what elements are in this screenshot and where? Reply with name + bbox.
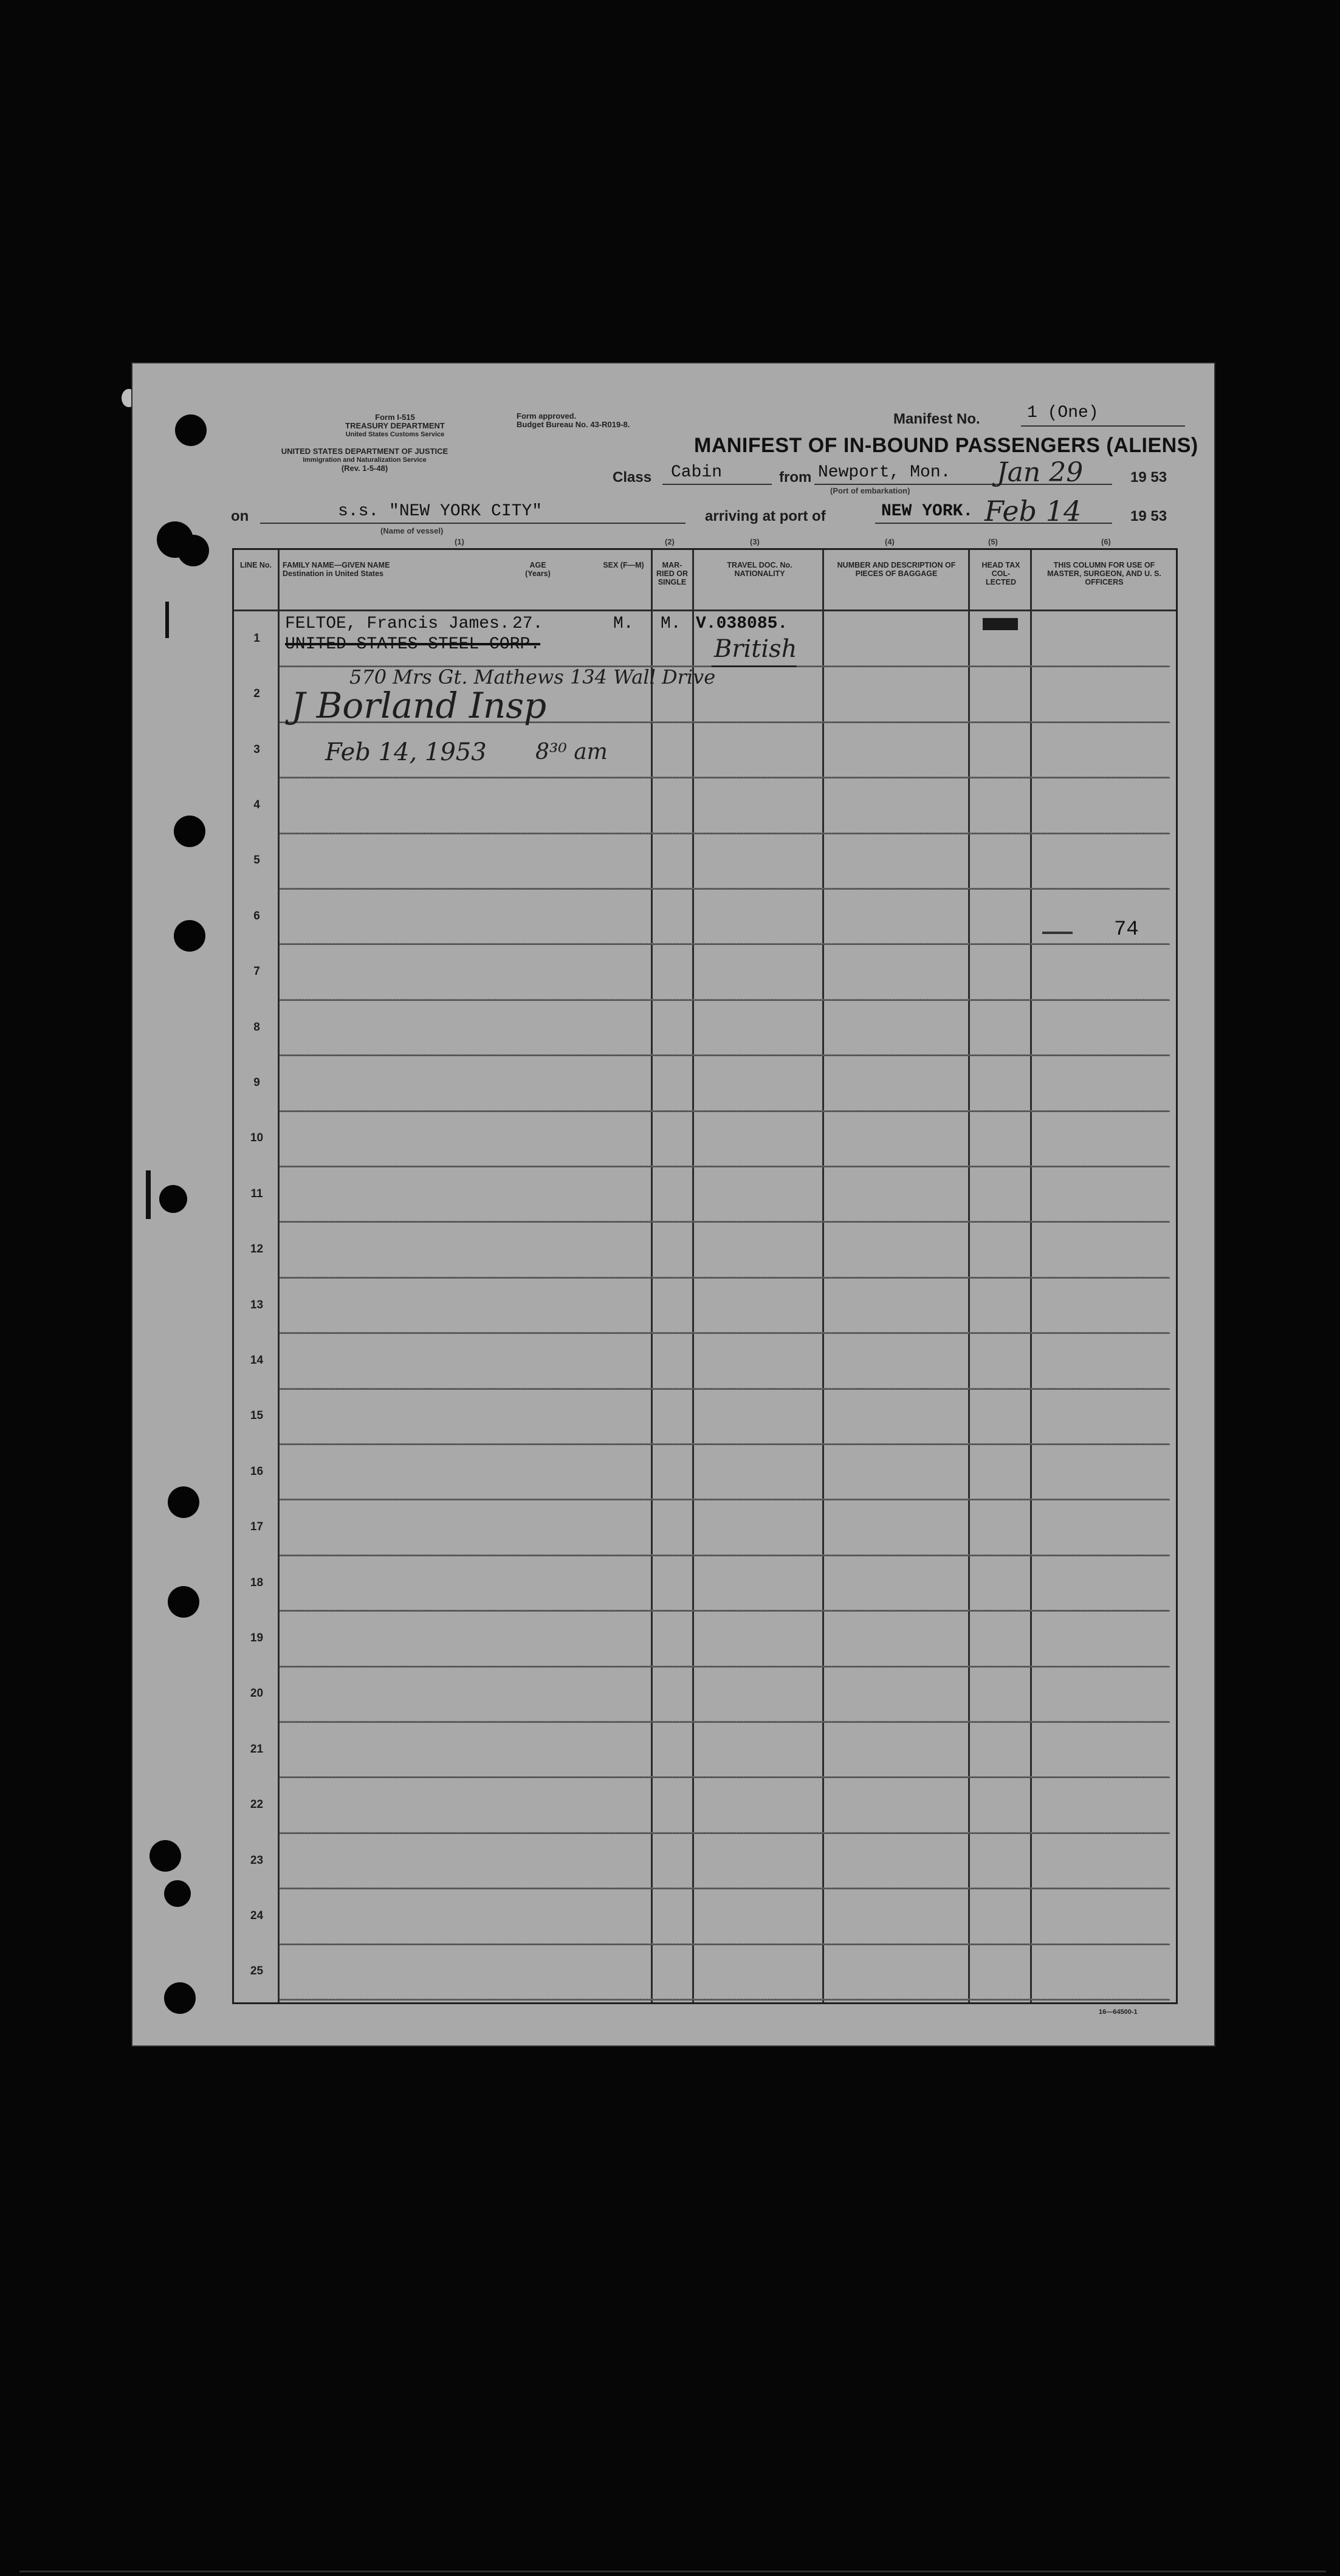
entry-name: FELTOE, Francis James. <box>285 614 510 633</box>
port-value: NEW YORK. <box>881 502 974 521</box>
line-number: 1 <box>253 631 260 645</box>
entry-sex: M. <box>613 614 634 633</box>
entry-married: M. <box>661 614 681 633</box>
vessel-value: s.s. "NEW YORK CITY" <box>338 502 543 521</box>
col-married: MAR-RIED OR SINGLE <box>656 561 689 586</box>
header-rule <box>234 610 1176 611</box>
line-number: 18 <box>250 1576 264 1589</box>
line-number: 20 <box>250 1687 264 1700</box>
punch-hole <box>149 1840 181 1872</box>
class-value: Cabin <box>671 463 723 482</box>
line-number: 11 <box>250 1187 263 1200</box>
col-num-6: (6) <box>1101 537 1111 546</box>
customs-service: United States Customs Service <box>345 431 445 438</box>
line-number: 7 <box>253 965 260 978</box>
passenger-table <box>232 548 1178 2004</box>
line-number: 25 <box>250 1965 264 1978</box>
line-number: 9 <box>253 1076 260 1089</box>
line-number: 10 <box>250 1132 264 1145</box>
col-name-b: Destination in United States <box>283 569 383 578</box>
officer-number: 74 <box>1114 918 1139 941</box>
vessel-caption: (Name of vessel) <box>380 526 444 535</box>
col-sex: SEX (F—M) <box>603 561 644 569</box>
line-number: 3 <box>253 743 260 756</box>
year1: 19 53 <box>1130 469 1167 486</box>
date2-hand: Feb 14 <box>984 495 1082 527</box>
entry-age: 27. <box>512 614 543 633</box>
line-number: 8 <box>253 1020 260 1034</box>
row-rule <box>280 999 1170 1001</box>
line-number: 5 <box>253 854 260 867</box>
line-number: 16 <box>250 1465 264 1478</box>
year2: 19 53 <box>1130 508 1167 524</box>
entry-hand-destination: 570 Mrs Gt. Mathews 134 Wall Drive <box>349 665 716 689</box>
entry-admit-signature: J Borland Insp <box>291 685 547 726</box>
col-age: AGE (Years) <box>525 561 551 578</box>
on-label: on <box>231 508 249 524</box>
margin-mark <box>146 1170 151 1219</box>
manifest-no-value: 1 (One) <box>1027 404 1099 422</box>
line-number: 22 <box>250 1798 264 1812</box>
ins-service: Immigration and Naturalization Service <box>303 456 427 464</box>
col-num-3: (3) <box>750 537 760 546</box>
line-number: 23 <box>250 1853 264 1867</box>
punch-hole <box>164 1982 196 2014</box>
punch-hole <box>174 920 205 952</box>
entry-admit-time: 8³⁰ am <box>535 740 608 764</box>
row-rule <box>280 833 1170 834</box>
col-line-no: LINE No. <box>239 561 272 569</box>
row-rule <box>280 1166 1170 1167</box>
punch-hole <box>174 816 205 847</box>
manifest-no-underline <box>1021 425 1185 427</box>
class-label: Class <box>613 469 652 486</box>
from-value: Newport, Mon. <box>818 463 951 482</box>
form-block-justice <box>231 447 498 473</box>
row-rule <box>280 1388 1170 1390</box>
row-rule <box>280 1721 1170 1723</box>
arriving-label: arriving at port of <box>705 508 826 524</box>
punch-hole <box>175 414 207 446</box>
scan-edge <box>19 2571 1326 2572</box>
manifest-no-label: Manifest No. <box>893 411 980 427</box>
officer-dash <box>1042 932 1073 934</box>
justice-dept: UNITED STATES DEPARTMENT OF JUSTICE <box>281 447 448 456</box>
row-rule <box>280 1999 1170 2001</box>
row-rule <box>280 1610 1170 1612</box>
row-rule <box>280 943 1170 945</box>
entry-nationality: British <box>714 635 797 663</box>
row-rule <box>280 1277 1170 1279</box>
line-number: 17 <box>250 1520 264 1534</box>
line-number: 13 <box>250 1298 264 1311</box>
line-number: 2 <box>253 687 260 701</box>
row-rule <box>280 1666 1170 1668</box>
punch-hole <box>168 1486 199 1518</box>
entry-struck-line: UNITED STATES STEEL CORP. <box>285 635 541 654</box>
line-number: 15 <box>250 1409 264 1423</box>
line-number: 6 <box>253 909 260 922</box>
col-baggage: NUMBER AND DESCRIPTION OF PIECES OF BAGGAGE <box>837 561 956 578</box>
date1-hand: Jan 29 <box>997 457 1084 488</box>
rev-date: (Rev. 1-5-48) <box>341 464 388 473</box>
col-num-2: (2) <box>665 537 675 546</box>
col-name <box>283 561 465 578</box>
line-number: 4 <box>253 798 260 811</box>
col-num-4: (4) <box>885 537 895 546</box>
row-rule <box>280 1943 1170 1945</box>
col-headtax: HEAD TAX COL-LECTED <box>981 561 1020 586</box>
entry-admit-date: Feb 14, 1953 <box>325 738 487 766</box>
entry-travel-doc: V.038085. <box>696 614 788 633</box>
line-number: 14 <box>250 1353 264 1367</box>
entry-nationality-underline <box>712 665 797 667</box>
col-name-a: FAMILY NAME—GIVEN NAME <box>283 561 390 569</box>
row-rule <box>280 1776 1170 1778</box>
line-number: 24 <box>250 1909 264 1922</box>
punch-hole <box>164 1880 191 1907</box>
line-number: 12 <box>250 1243 264 1256</box>
punch-hole <box>159 1185 187 1213</box>
form-block-left <box>316 413 474 439</box>
row-rule <box>280 1332 1170 1334</box>
treasury-dept: TREASURY DEPARTMENT <box>345 421 445 430</box>
row-rule <box>280 1887 1170 1889</box>
manifest-title: MANIFEST OF IN-BOUND PASSENGERS (ALIENS) <box>694 434 1198 457</box>
row-rule <box>280 777 1170 778</box>
line-number: 21 <box>250 1742 264 1756</box>
row-rule <box>280 1054 1170 1056</box>
punch-hole <box>168 1586 199 1618</box>
line-number: 19 <box>250 1631 264 1644</box>
col-num-1: (1) <box>455 537 464 546</box>
from-label: from <box>779 469 812 486</box>
row-rule <box>280 1110 1170 1112</box>
footer-code: 16—64500-1 <box>1099 2008 1138 2016</box>
row-rule <box>280 1499 1170 1500</box>
head-tax-mark <box>983 618 1018 630</box>
budget-text: Budget Bureau No. 43-R019-8. <box>517 420 630 429</box>
vessel-underline <box>260 523 685 524</box>
punch-hole <box>177 535 209 566</box>
class-underline <box>662 484 772 485</box>
row-rule <box>280 1832 1170 1834</box>
embark-caption: (Port of embarkation) <box>830 486 910 495</box>
row-rule <box>280 888 1170 890</box>
col-num-5: (5) <box>988 537 998 546</box>
col-officers: THIS COLUMN FOR USE OF MASTER, SURGEON, AND U. S. OFFICERS <box>1047 561 1161 586</box>
row-rule <box>280 1443 1170 1445</box>
col-travel: TRAVEL DOC. No. NATIONALITY <box>727 561 792 578</box>
form-id: Form I-515 <box>375 413 415 422</box>
row-rule <box>280 1554 1170 1556</box>
form-approval <box>517 412 630 429</box>
approval-text: Form approved. <box>517 411 577 421</box>
margin-mark <box>165 602 169 638</box>
row-rule <box>280 1221 1170 1223</box>
